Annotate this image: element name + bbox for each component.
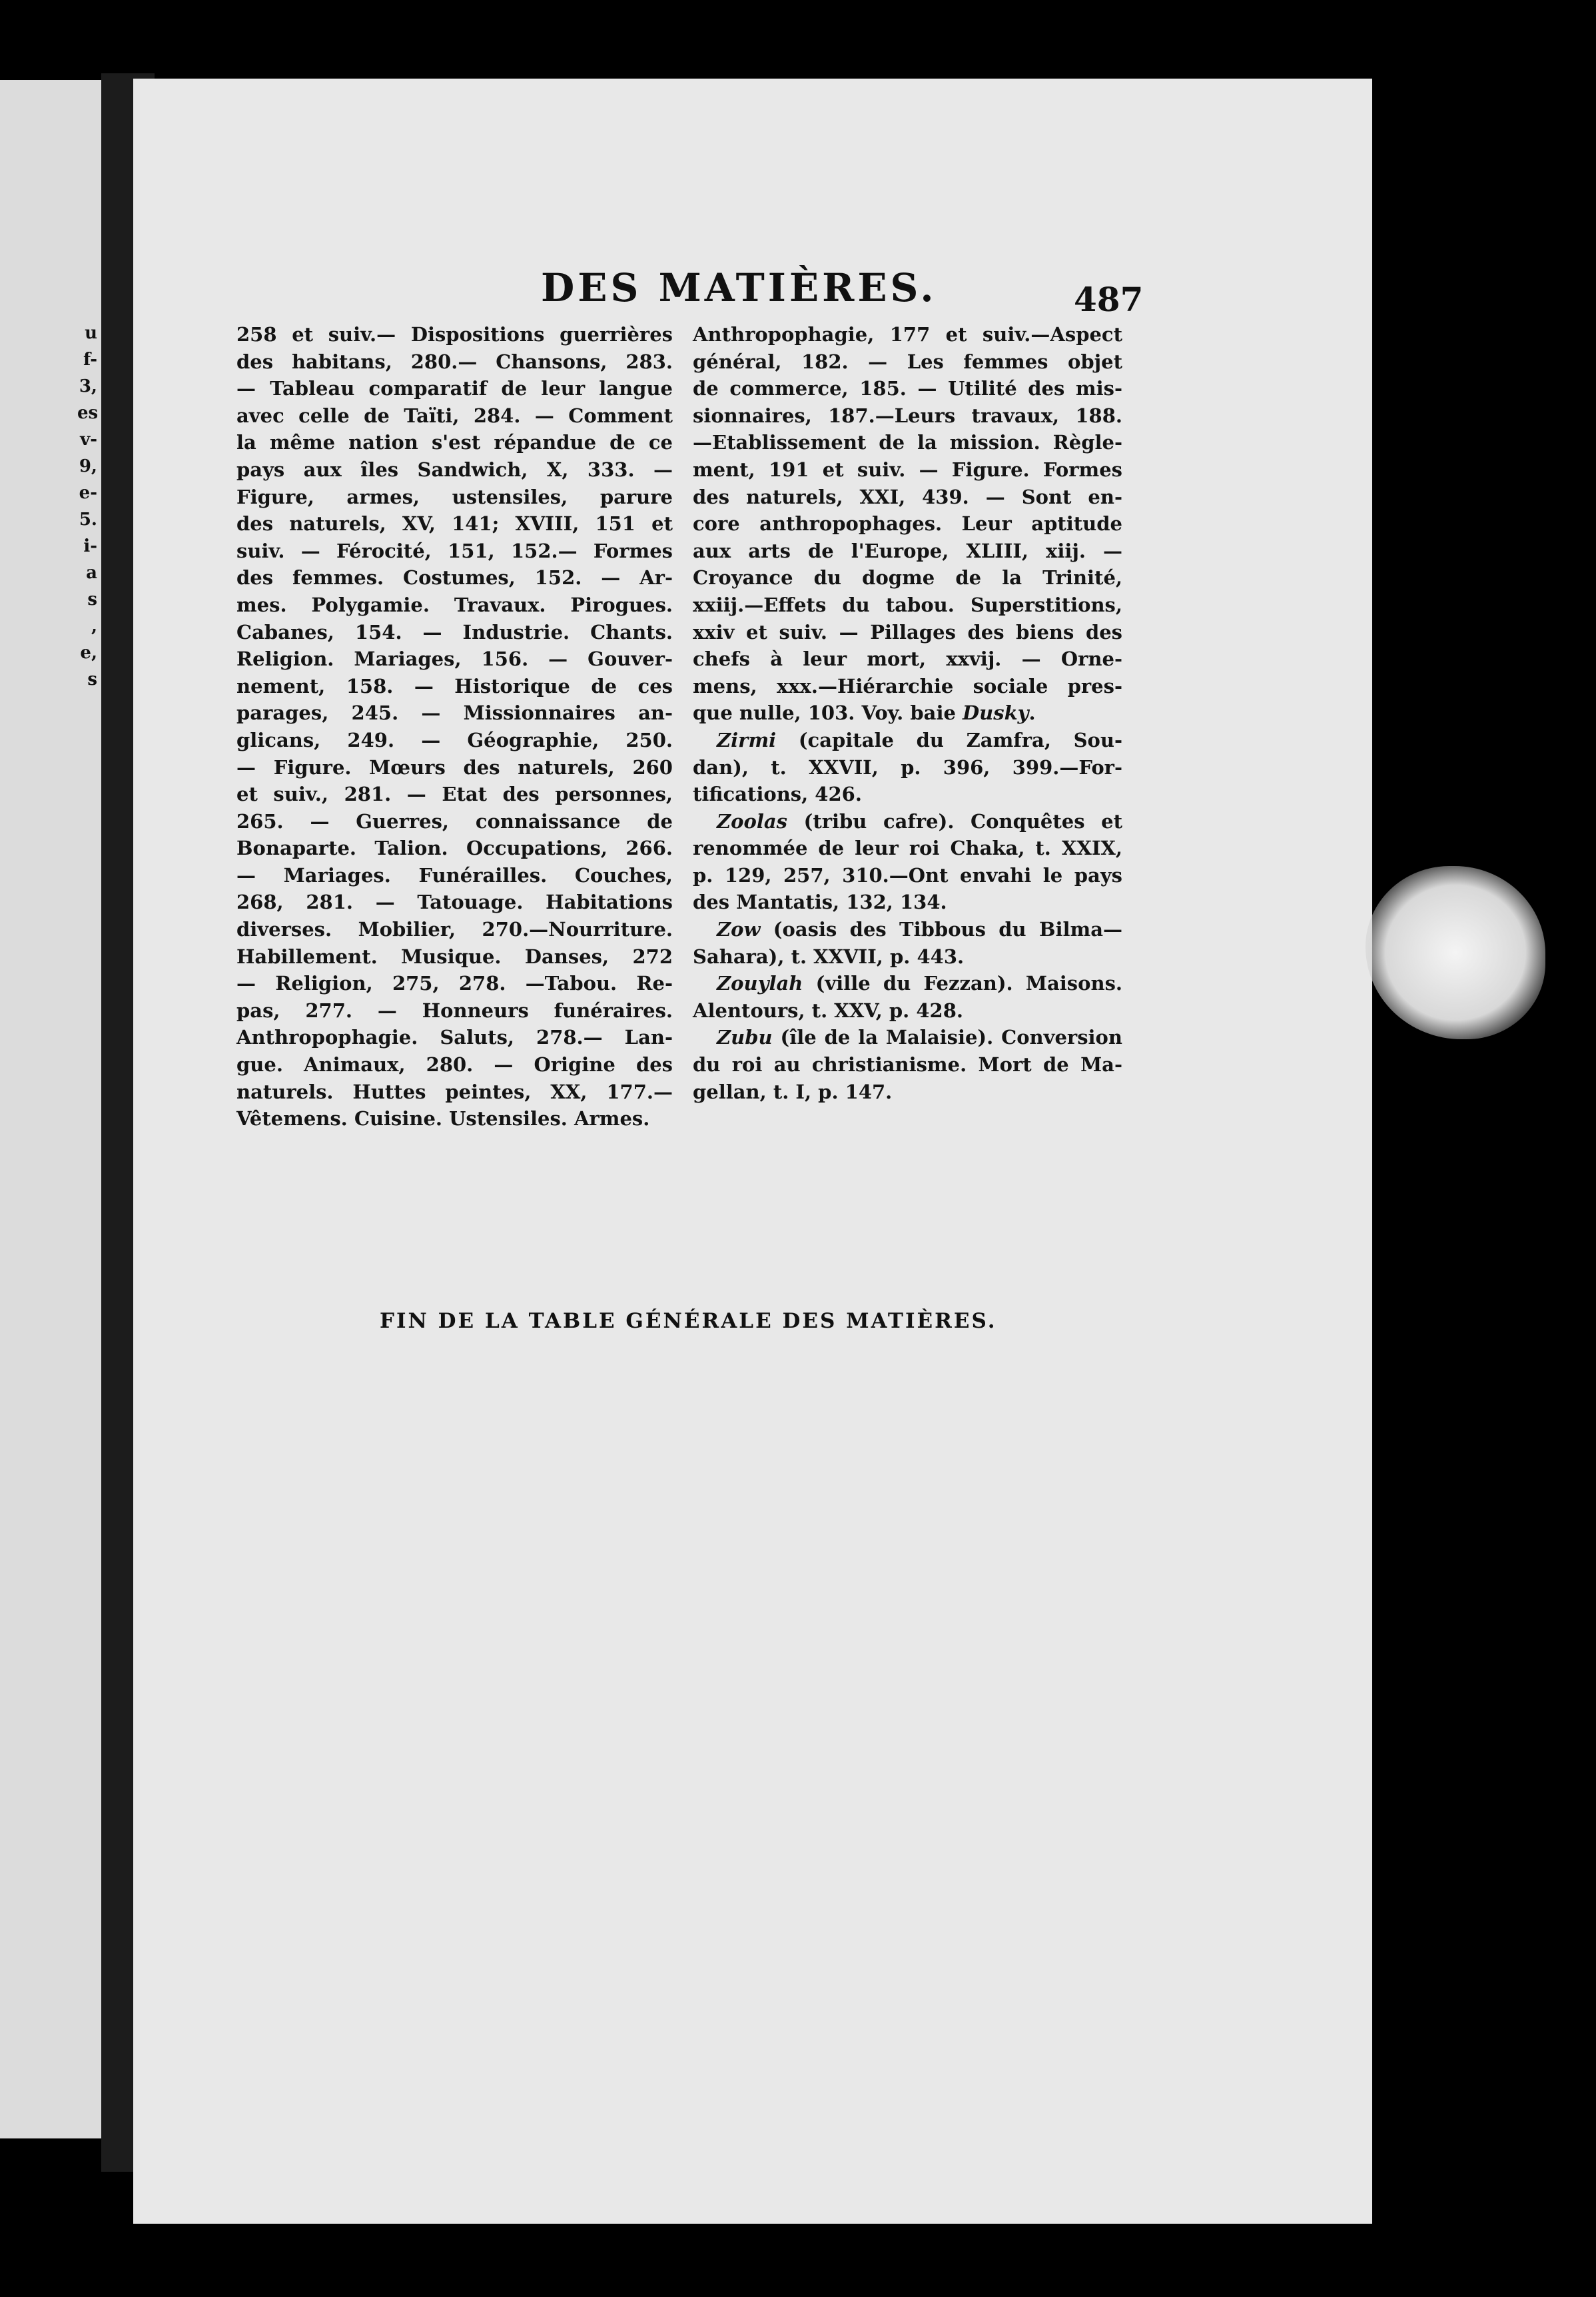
index-entry-start	[693, 808, 1122, 835]
index-line-text: ment, 191 et suiv. — Figure. Formes	[693, 458, 1122, 481]
index-line: Anthropophagie. Saluts, 278.— Lan-	[236, 1026, 673, 1049]
index-entry-text: (ville du Fezzan). Maisons.	[803, 972, 1122, 995]
index-line	[693, 484, 1122, 511]
index-line-text: p. 129, 257, 310.—Ont envahi le pays	[693, 863, 1122, 887]
index-line	[693, 997, 1122, 1025]
facing-page-text-fragments: u f- 3, es v- 9, e- 5. i- a s , e, s	[77, 323, 99, 689]
index-line-text: renommée de leur roi Chaka, t. XXIX,	[693, 837, 1122, 860]
index-line: 268, 281. — Tatouage. Habitations	[236, 891, 673, 914]
index-line-text: Croyance du dogme de la Trinité,	[693, 566, 1122, 590]
index-entry-start	[693, 727, 1122, 754]
index-line	[693, 564, 1122, 592]
index-line	[693, 510, 1122, 538]
index-line-text: Sahara), t. XXVII, p. 443.	[693, 945, 965, 968]
index-cross-reference: Dusky	[963, 701, 1029, 725]
index-line	[693, 943, 1122, 971]
index-line	[693, 781, 1122, 808]
colophon: FIN DE LA TABLE GÉNÉRALE DES MATIÈRES.	[380, 1309, 997, 1333]
paper-stain	[1366, 866, 1545, 1039]
index-line	[693, 862, 1122, 889]
index-line	[693, 889, 1122, 916]
index-line: Vêtemens. Cuisine. Ustensiles. Armes.	[236, 1107, 650, 1131]
index-headword: Zoolas	[717, 809, 787, 833]
index-line-text: —Etablissement de la mission. Règle-	[693, 431, 1122, 454]
index-line-text: du roi au christianisme. Mort de Ma-	[693, 1053, 1122, 1077]
index-line-text: xxiv et suiv. — Pillages des biens des	[693, 620, 1122, 644]
index-line: diverses. Mobilier, 270.—Nourriture.	[236, 918, 673, 941]
index-line: des habitans, 280.— Chansons, 283.	[236, 350, 673, 373]
index-line: — Tableau comparatif de leur langue	[236, 377, 673, 400]
index-headword: Zouylah	[717, 972, 803, 995]
index-line: la même nation s'est répandue de ce	[236, 431, 673, 454]
index-line	[693, 673, 1122, 700]
index-headword: Zubu	[717, 1026, 773, 1049]
index-line: 258 et suiv.— Dispositions guerrières	[236, 323, 673, 346]
index-line	[693, 835, 1122, 862]
index-line: Figure, armes, ustensiles, parure	[236, 485, 673, 508]
index-line-text: que nulle, 103. Voy. baie	[693, 701, 956, 725]
index-line: parages, 245. — Missionnaires an-	[236, 701, 673, 725]
index-entry-start	[693, 916, 1122, 943]
index-line: Cabanes, 154. — Industrie. Chants.	[236, 620, 673, 644]
index-line	[693, 321, 1122, 348]
index-column-right	[693, 321, 1122, 1105]
index-line: avec celle de Taïti, 284. — Comment	[236, 404, 673, 427]
index-line-tail: .	[1028, 701, 1036, 725]
index-line: des naturels, XV, 141; XVIII, 151 et	[236, 512, 673, 536]
index-line: nement, 158. — Historique de ces	[236, 674, 673, 697]
index-line-text: des Mantatis, 132, 134.	[693, 891, 947, 914]
index-line-text: gellan, t. I, p. 147.	[693, 1080, 893, 1103]
index-entry-text: (île de la Malaisie). Conversion	[772, 1026, 1122, 1049]
index-line: — Figure. Mœurs des naturels, 260	[236, 755, 673, 779]
index-line-text: général, 182. — Les femmes objet	[693, 350, 1122, 373]
index-line-text: tifications, 426.	[693, 783, 862, 806]
index-line: pays aux îles Sandwich, X, 333. —	[236, 458, 673, 481]
running-head: DES MATIÈRES.	[541, 265, 937, 310]
index-line	[693, 646, 1122, 673]
index-entry-text: (tribu cafre). Conquêtes et	[787, 809, 1122, 833]
index-line	[693, 375, 1122, 402]
index-line-text: aux arts de l'Europe, XLIII, xiij. —	[693, 539, 1122, 562]
index-headword: Zow	[717, 918, 761, 941]
index-line: des femmes. Costumes, 152. — Ar-	[236, 566, 673, 590]
index-column-left	[236, 321, 673, 1133]
index-entry-text: (oasis des Tibbous du Bilma—	[760, 918, 1122, 941]
index-line: mes. Polygamie. Travaux. Pirogues.	[236, 593, 673, 616]
index-line	[693, 754, 1122, 781]
index-line-text: core anthropophages. Leur aptitude	[693, 512, 1122, 536]
index-line: — Religion, 275, 278. —Tabou. Re-	[236, 972, 673, 995]
index-line-text: sionnaires, 187.—Leurs travaux, 188.	[693, 404, 1122, 427]
index-line: Religion. Mariages, 156. — Gouver-	[236, 648, 673, 671]
index-line	[693, 619, 1122, 646]
index-entry-start	[693, 970, 1122, 997]
index-line	[693, 456, 1122, 484]
index-line	[693, 1051, 1122, 1079]
index-line	[693, 699, 1122, 727]
index-line-text: de commerce, 185. — Utilité des mis-	[693, 377, 1122, 400]
index-line-text: Anthropophagie, 177 et suiv.—Aspect	[693, 323, 1122, 346]
facing-page-edge	[0, 80, 101, 2138]
index-line-text: dan), t. XXVII, p. 396, 399.—For-	[693, 755, 1122, 779]
index-line	[693, 538, 1122, 565]
index-line	[693, 402, 1122, 430]
index-entry-text: (capitale du Zamfra, Sou-	[776, 728, 1122, 751]
index-line: Habillement. Musique. Danses, 272	[236, 945, 673, 968]
index-line: — Mariages. Funérailles. Couches,	[236, 863, 673, 887]
index-line-text: xxiij.—Effets du tabou. Superstitions,	[693, 593, 1122, 616]
index-line-text: des naturels, XXI, 439. — Sont en-	[693, 485, 1122, 508]
index-line	[693, 429, 1122, 456]
index-line-text: chefs à leur mort, xxvij. — Orne-	[693, 648, 1122, 671]
index-line: 265. — Guerres, connaissance de	[236, 809, 673, 833]
index-line-text: Alentours, t. XXV, p. 428.	[693, 999, 963, 1022]
index-line: gue. Animaux, 280. — Origine des	[236, 1053, 673, 1077]
index-line-text: mens, xxx.—Hiérarchie sociale pres-	[693, 674, 1122, 697]
index-line: naturels. Huttes peintes, XX, 177.—	[236, 1080, 673, 1103]
index-line: et suiv., 281. — Etat des personnes,	[236, 783, 673, 806]
index-line: suiv. — Férocité, 151, 152.— Formes	[236, 539, 673, 562]
index-line	[693, 1079, 1122, 1106]
page-number: 487	[1074, 280, 1144, 319]
index-line: Bonaparte. Talion. Occupations, 266.	[236, 837, 673, 860]
index-line	[693, 348, 1122, 376]
index-line: glicans, 249. — Géographie, 250.	[236, 728, 673, 751]
index-line: pas, 277. — Honneurs funéraires.	[236, 999, 673, 1022]
index-line	[693, 592, 1122, 619]
index-headword: Zirmi	[717, 728, 777, 751]
index-entry-start	[693, 1024, 1122, 1051]
